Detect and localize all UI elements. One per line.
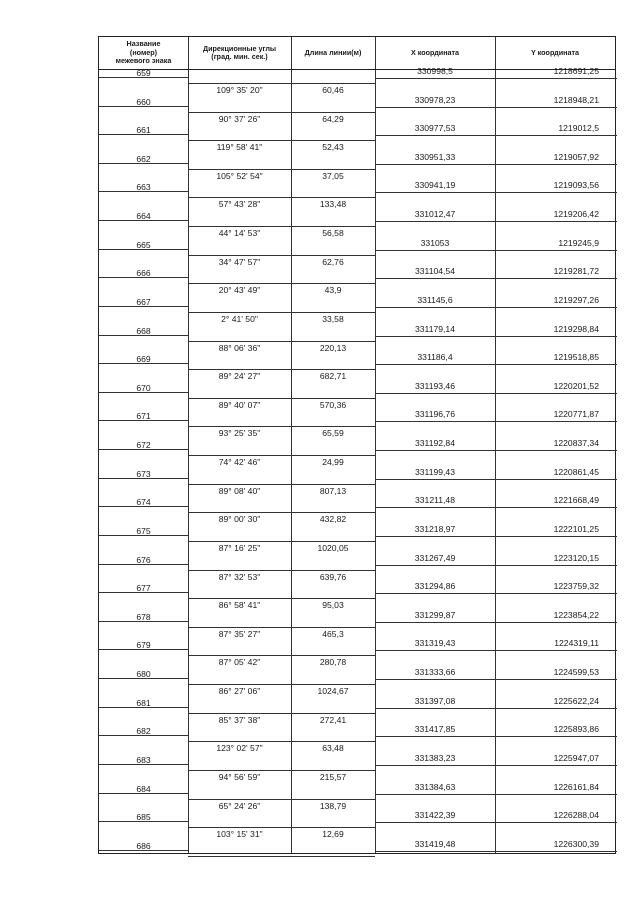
- table-row: [99, 638, 615, 670]
- directional-angle: 2° 41' 50": [221, 313, 258, 324]
- row-rule: [188, 112, 375, 113]
- directional-angle: 20° 43' 49": [218, 285, 261, 296]
- row-rule: [188, 312, 375, 313]
- table-row: [99, 66, 615, 98]
- directional-angle: 65° 24' 26": [218, 800, 261, 811]
- y-coordinate: 1219206,42: [553, 209, 599, 220]
- directional-angle: 44° 14' 53": [218, 228, 261, 239]
- directional-angle: 57° 43' 28": [218, 199, 261, 210]
- directional-angle: 93° 25' 35": [218, 428, 261, 439]
- line-length: 639,76: [319, 571, 347, 582]
- row-rule: [188, 627, 375, 628]
- table-row: [99, 667, 615, 699]
- row-rule: [188, 684, 375, 685]
- x-coordinate: 330977,53: [414, 123, 456, 134]
- line-length: 52,43: [322, 142, 344, 153]
- row-rule: [188, 226, 375, 227]
- point-name: 685: [136, 812, 151, 823]
- directional-angle: 87° 16' 25": [218, 542, 261, 553]
- row-rule: [188, 255, 375, 256]
- y-coordinate: 1219093,56: [553, 180, 599, 191]
- row-rule: [375, 708, 617, 709]
- row-rule: [375, 622, 617, 623]
- point-name: 670: [136, 382, 151, 393]
- point-name: 663: [136, 182, 151, 193]
- line-length: 807,13: [319, 485, 347, 496]
- row-rule: [375, 822, 617, 823]
- table-row: [99, 810, 615, 842]
- line-length: 133,48: [319, 199, 347, 210]
- point-name: 681: [136, 697, 151, 708]
- coordinates-table: [98, 36, 616, 854]
- row-rule: [188, 827, 375, 828]
- point-name: 676: [136, 554, 151, 565]
- x-coordinate: 331179,14: [415, 323, 455, 334]
- line-length: 37,05: [322, 170, 344, 181]
- line-length: 43,9: [324, 285, 342, 296]
- row-rule: [188, 83, 375, 84]
- row-rule: [375, 794, 617, 795]
- x-coordinate: 330951,33: [414, 151, 456, 162]
- x-coordinate: 331422,39: [414, 810, 456, 821]
- header-directional-angles: Дирекционные углы (град. мин. сек.): [202, 43, 277, 61]
- directional-angle: 74° 42' 46": [218, 457, 261, 468]
- x-coordinate: 331319,43: [414, 638, 456, 649]
- point-name: 671: [136, 411, 151, 422]
- row-rule: [375, 421, 617, 422]
- x-coordinate: 331397,08: [414, 695, 456, 706]
- directional-angle: 88° 06' 36": [218, 342, 261, 353]
- y-coordinate: 1218691,25: [553, 66, 599, 76]
- row-rule: [375, 507, 617, 508]
- row-rule: [375, 565, 617, 566]
- table-row: [99, 523, 615, 556]
- point-name: 668: [136, 325, 151, 336]
- line-length: 62,76: [322, 256, 344, 267]
- directional-angle: 123° 02' 57": [216, 743, 263, 754]
- row-rule: [375, 278, 617, 279]
- row-rule: [375, 307, 617, 308]
- table-row: [99, 151, 615, 184]
- y-coordinate: 1218948,21: [553, 94, 599, 105]
- point-name: 686: [136, 840, 151, 851]
- y-coordinate: 1219298,84: [553, 323, 599, 334]
- y-coordinate: 1224319,11: [554, 638, 599, 649]
- point-name: 678: [136, 611, 151, 622]
- table-row: [99, 409, 615, 441]
- point-name: 683: [136, 754, 151, 765]
- directional-angle: 89° 08' 40": [218, 485, 261, 496]
- x-coordinate: 331299,87: [414, 609, 456, 620]
- row-rule: [188, 140, 375, 141]
- point-name: 680: [136, 669, 151, 680]
- x-coordinate: 331192,84: [415, 438, 455, 449]
- directional-angle: 87° 32' 53": [218, 571, 261, 582]
- y-coordinate: 1219012,5: [558, 123, 599, 134]
- point-name: 669: [136, 354, 151, 365]
- row-rule: [188, 197, 375, 198]
- row-rule: [375, 393, 617, 394]
- row-rule: [188, 655, 375, 656]
- row-rule: [375, 107, 617, 108]
- table-row: [99, 466, 615, 499]
- row-rule: [375, 479, 617, 480]
- line-length: 432,82: [319, 514, 347, 525]
- x-coordinate: 330941,19: [414, 180, 456, 191]
- y-coordinate: 1225893,86: [553, 724, 599, 735]
- row-rule: [188, 741, 375, 742]
- row-rule: [188, 713, 375, 714]
- line-length: 138,79: [319, 800, 347, 811]
- row-rule: [188, 512, 375, 513]
- point-name: 664: [136, 211, 151, 222]
- y-coordinate: 1223120,15: [553, 552, 599, 563]
- point-name: 677: [136, 583, 151, 594]
- point-name: 682: [136, 726, 151, 737]
- y-coordinate: 1223854,22: [553, 609, 599, 620]
- y-coordinate: 1221668,49: [553, 495, 599, 506]
- table-row: [99, 695, 615, 728]
- row-rule: [375, 851, 617, 852]
- row-rule: [188, 570, 375, 571]
- header-line-length: Длина линии(м): [304, 47, 362, 57]
- directional-angle: 103° 15' 31": [216, 829, 263, 840]
- line-length: 64,29: [322, 113, 344, 124]
- table-row: [99, 380, 615, 413]
- x-coordinate: 331104,54: [415, 266, 455, 277]
- directional-angle: 119° 58' 41": [216, 142, 263, 153]
- x-coordinate: 331145,6: [417, 294, 453, 305]
- table-body: [99, 66, 615, 853]
- x-coordinate: 331186,4: [417, 352, 453, 363]
- directional-angle: 89° 24' 27": [218, 371, 261, 382]
- x-coordinate: 331417,85: [414, 724, 456, 735]
- row-rule: [375, 221, 617, 222]
- x-coordinate: 331053: [420, 237, 450, 248]
- row-rule: [188, 770, 375, 771]
- row-rule: [188, 369, 375, 370]
- x-coordinate: 331419,48: [414, 838, 456, 849]
- row-rule: [188, 484, 375, 485]
- row-rule: [188, 799, 375, 800]
- x-coordinate: 331383,23: [414, 752, 456, 763]
- table-row: [99, 781, 615, 814]
- row-rule: [375, 593, 617, 594]
- line-length: 682,71: [319, 371, 347, 382]
- row-rule: [188, 169, 375, 170]
- directional-angle: 86° 58' 41": [218, 600, 261, 611]
- point-name: 661: [136, 125, 151, 136]
- header-x-coordinate: X координата: [410, 47, 460, 57]
- table-row: [99, 266, 615, 298]
- y-coordinate: 1226300,39: [553, 838, 599, 849]
- row-rule: [375, 536, 617, 537]
- row-rule: [375, 450, 617, 451]
- y-coordinate: 1220837,34: [553, 438, 599, 449]
- y-coordinate: 1219057,92: [553, 151, 599, 162]
- x-coordinate: 331012,47: [414, 209, 456, 220]
- header-point-name: Название (номер) межевого знака: [115, 39, 172, 66]
- directional-angle: 89° 00' 30": [218, 514, 261, 525]
- table-row: [99, 581, 615, 613]
- line-length: 465,3: [322, 628, 344, 639]
- line-length: 272,41: [319, 714, 347, 725]
- row-rule: [375, 765, 617, 766]
- row-rule: [375, 78, 617, 79]
- line-length: 60,46: [322, 85, 344, 95]
- table-row: [99, 838, 615, 871]
- x-coordinate: 331333,66: [414, 667, 456, 678]
- line-length: 12,69: [322, 829, 344, 840]
- directional-angle: 87° 05' 42": [218, 657, 261, 668]
- y-coordinate: 1225622,24: [553, 695, 599, 706]
- directional-angle: 94° 56' 59": [218, 771, 261, 782]
- directional-angle: 87° 35' 27": [218, 628, 261, 639]
- row-rule: [375, 736, 617, 737]
- row-rule: [375, 364, 617, 365]
- y-coordinate: 1219518,85: [553, 352, 599, 363]
- directional-angle: 86° 27' 06": [218, 686, 261, 697]
- row-rule: [188, 541, 375, 542]
- line-length: 56,58: [322, 228, 344, 239]
- directional-angle: 105° 52' 54": [216, 170, 263, 181]
- row-rule: [375, 679, 617, 680]
- point-name: 679: [136, 640, 151, 651]
- directional-angle: 109° 35' 20": [216, 85, 263, 95]
- y-coordinate: 1220861,45: [553, 466, 599, 477]
- directional-angle: 85° 37' 38": [218, 714, 261, 725]
- x-coordinate: 331267,49: [414, 552, 456, 563]
- line-length: 220,13: [319, 342, 347, 353]
- y-coordinate: 1219297,26: [553, 294, 599, 305]
- row-rule: [375, 650, 617, 651]
- line-length: 65,59: [322, 428, 344, 439]
- x-coordinate: 331196,76: [415, 409, 455, 420]
- row-rule: [188, 426, 375, 427]
- x-coordinate: 331199,43: [415, 466, 455, 477]
- table-row: [99, 752, 615, 785]
- directional-angle: 89° 40' 07": [218, 399, 261, 410]
- table-row: [99, 438, 615, 470]
- point-name: 672: [136, 440, 151, 451]
- point-name: 665: [136, 239, 151, 250]
- x-coordinate: 331218,97: [414, 523, 456, 534]
- table-row: [99, 495, 615, 527]
- y-coordinate: 1226288,04: [553, 810, 599, 821]
- table-row: [99, 724, 615, 756]
- x-coordinate: 331384,63: [414, 781, 456, 792]
- line-length: 215,57: [319, 771, 347, 782]
- y-coordinate: 1225947,07: [553, 752, 599, 763]
- row-rule: [375, 135, 617, 136]
- line-length: 1020,05: [317, 542, 349, 553]
- line-length: 1024,67: [317, 686, 349, 697]
- line-length: 33,58: [322, 313, 344, 324]
- point-name: 660: [136, 96, 151, 107]
- header-y-coordinate: Y координата: [531, 47, 579, 57]
- row-rule: [375, 336, 617, 337]
- point-name: 684: [136, 783, 151, 794]
- row-rule: [188, 856, 375, 857]
- x-coordinate: 330978,23: [414, 94, 456, 105]
- x-coordinate: 331294,86: [414, 581, 456, 592]
- row-rule: [188, 341, 375, 342]
- y-coordinate: 1224599,53: [553, 667, 599, 678]
- line-length: 24,99: [322, 457, 344, 468]
- directional-angle: 34° 47' 57": [218, 256, 261, 267]
- row-rule: [188, 455, 375, 456]
- y-coordinate: 1223759,32: [553, 581, 599, 592]
- point-name: 666: [136, 268, 151, 279]
- table-row: [99, 94, 615, 127]
- line-length: 63,48: [322, 743, 344, 754]
- point-name: 659: [136, 68, 151, 78]
- directional-angle: 90° 37' 26": [218, 113, 261, 124]
- y-coordinate: 1226161,84: [553, 781, 599, 792]
- point-name: 675: [136, 525, 151, 536]
- y-coordinate: 1222101,25: [553, 523, 599, 534]
- table-row: [99, 352, 615, 384]
- line-length: 570,36: [319, 399, 347, 410]
- line-length: 95,03: [322, 600, 344, 611]
- y-coordinate: 1219281,72: [553, 266, 599, 277]
- line-length: 280,78: [319, 657, 347, 668]
- x-coordinate: 330998,5: [417, 66, 453, 76]
- x-coordinate: 331211,48: [415, 495, 455, 506]
- table-row: [99, 323, 615, 356]
- row-rule: [375, 164, 617, 165]
- table-row: [99, 237, 615, 270]
- x-coordinate: 331193,46: [415, 380, 455, 391]
- row-rule: [375, 250, 617, 251]
- point-name: 673: [136, 468, 151, 479]
- point-name: 674: [136, 497, 151, 508]
- y-coordinate: 1220201,52: [553, 380, 599, 391]
- table-row: [99, 609, 615, 642]
- point-name: 662: [136, 153, 151, 164]
- y-coordinate: 1219245,9: [558, 237, 599, 248]
- row-rule: [375, 192, 617, 193]
- row-rule: [188, 398, 375, 399]
- point-name: 667: [136, 296, 151, 307]
- table-row: [99, 209, 615, 241]
- table-row: [99, 294, 615, 327]
- row-rule: [188, 283, 375, 284]
- row-rule: [188, 598, 375, 599]
- table-row: [99, 123, 615, 155]
- table-row: [99, 180, 615, 212]
- y-coordinate: 1220771,87: [553, 409, 599, 420]
- table-row: [99, 552, 615, 585]
